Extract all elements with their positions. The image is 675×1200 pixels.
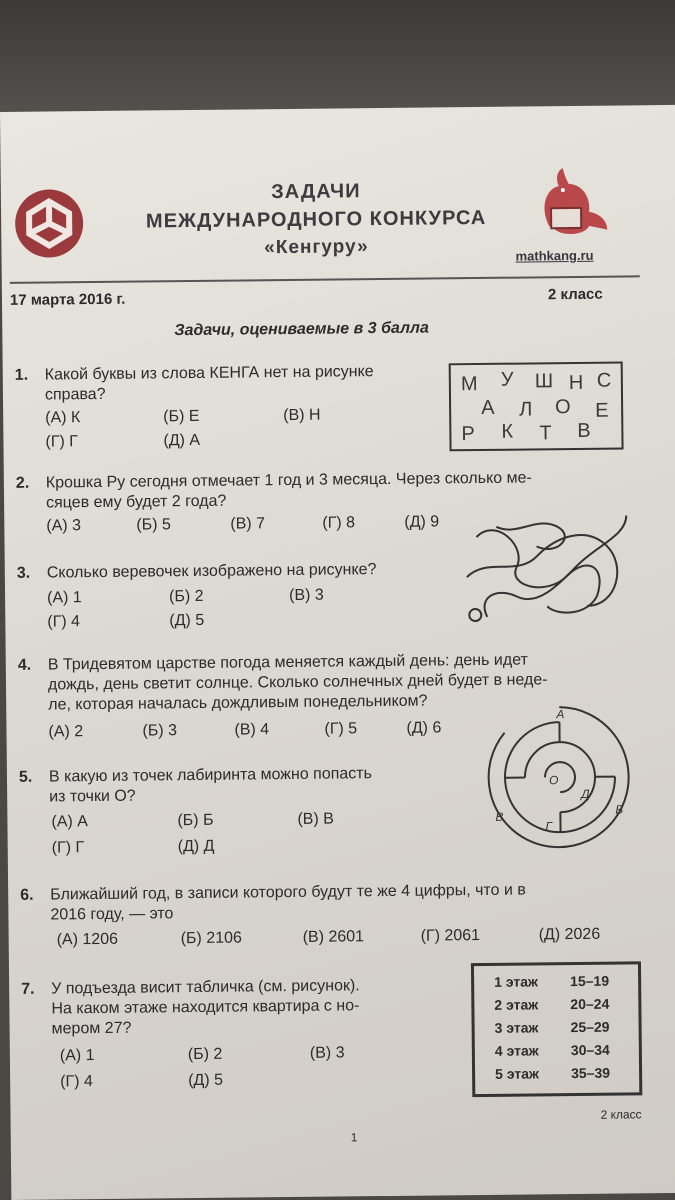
question-6	[20, 881, 526, 924]
header-title-line3: «Кенгуру»	[264, 236, 369, 259]
answer-option[interactable]: (Д) 5	[169, 611, 205, 630]
question-2	[15, 467, 656, 512]
question-5	[18, 765, 373, 806]
answer-option[interactable]: (А) 1	[47, 589, 82, 607]
page-number: 1	[350, 1130, 358, 1145]
ropes-figure	[456, 505, 637, 637]
maze-label: Г	[545, 819, 553, 834]
question-text-line: дождь, день светит солнце. Сколько солнечных дней будет в неде-	[47, 671, 548, 694]
floor-label: 5 этаж	[495, 1065, 539, 1082]
header-title-line1: ЗАДАЧИ	[271, 180, 361, 204]
site-link[interactable]: mathkang.ru	[515, 247, 594, 264]
grid-letter: К	[501, 420, 514, 443]
labyrinth-figure	[484, 701, 636, 853]
grade-label: 2 класс	[547, 285, 603, 304]
answer-option[interactable]: (Б) 2106	[180, 929, 242, 948]
background-wall	[0, 0, 675, 120]
floor-range: 15–19	[570, 972, 610, 990]
answer-option[interactable]: (В) 4	[234, 721, 270, 739]
question-text-line: из точки O?	[49, 787, 136, 806]
question-number: 1.	[14, 366, 29, 384]
maze-label: В	[495, 809, 504, 824]
answer-option[interactable]: (Г) Г	[45, 433, 78, 451]
question-text-line: ле, которая началась дождливым понедельником?	[48, 692, 428, 714]
grid-letter: В	[577, 419, 591, 442]
maze-label: А	[556, 707, 565, 722]
floor-range: 25–29	[570, 1018, 610, 1036]
contest-sheet	[0, 105, 675, 1200]
grid-letter: Е	[595, 399, 609, 422]
grid-letter: Н	[568, 371, 584, 395]
grid-letter: С	[596, 369, 612, 392]
question-text-line: мером 27?	[51, 1019, 132, 1038]
maze-label: Д	[581, 786, 590, 801]
footer-grade: 2 класс	[600, 1107, 642, 1122]
grid-letter: Р	[461, 423, 475, 446]
question-text-line: Сколько веревочек изображено на рисунке?	[46, 561, 377, 582]
answer-option[interactable]: (А) 3	[46, 517, 82, 535]
answer-option[interactable]: (Д) 5	[188, 1071, 224, 1090]
answer-option[interactable]: (Г) 4	[47, 613, 81, 631]
answer-option[interactable]: (Г) 5	[324, 720, 358, 738]
question-text-line: сяцев ему будет 2 года?	[46, 492, 227, 512]
grid-letter: У	[500, 368, 514, 391]
question-number: 4.	[17, 656, 32, 674]
letter-grid-figure	[449, 361, 624, 451]
kangaroo-contest-logo-icon	[13, 187, 86, 260]
floor-range: 35–39	[571, 1064, 611, 1082]
question-number: 5.	[18, 768, 33, 786]
header-rule	[10, 275, 640, 284]
floor-label: 1 этаж	[494, 973, 539, 990]
question-1	[14, 363, 374, 404]
answer-option[interactable]: (Г) 4	[60, 1073, 93, 1091]
answer-option[interactable]: (Б) Б	[177, 811, 214, 830]
question-number: 6.	[20, 886, 34, 904]
kangaroo-mascot-icon	[529, 166, 610, 242]
question-text-line: Ближайший год, в записи которого будут те же 4 цифры, что и в	[50, 881, 526, 904]
grid-letter: А	[481, 396, 495, 419]
answer-option[interactable]: (Д) Д	[177, 837, 215, 856]
answer-option[interactable]: (Д) А	[163, 431, 201, 450]
answer-option[interactable]: (Б) 5	[136, 516, 171, 534]
answer-option[interactable]: (Д) 9	[404, 513, 440, 531]
answer-option[interactable]: (Б) 2	[187, 1045, 223, 1064]
answer-option[interactable]: (А) 2	[48, 723, 84, 741]
answer-option[interactable]: (Д) 2026	[538, 925, 601, 944]
contest-date: 17 марта 2016 г.	[9, 290, 126, 309]
answer-option[interactable]: (В) 3	[288, 586, 324, 604]
grid-letter: М	[460, 373, 478, 396]
maze-label: O	[548, 773, 559, 788]
question-number: 7.	[21, 980, 35, 998]
answer-option[interactable]: (Г) Г	[51, 839, 85, 857]
floor-range: 30–34	[570, 1041, 610, 1059]
question-text-line: Крошка Ру сегодня отмечает 1 год и 3 месяца. Через сколько ме-	[45, 469, 532, 492]
question-text-line: В Тридевятом царстве погода меняется каждый день: день идет	[47, 651, 528, 674]
answer-option[interactable]: (А) А	[51, 813, 88, 831]
grid-letter: Ш	[534, 370, 554, 393]
question-text-line: У подъезда висит табличка (см. рисунок).	[51, 977, 360, 998]
answer-option[interactable]: (В) В	[297, 810, 334, 828]
question-7	[21, 977, 360, 1038]
question-number: 3.	[16, 564, 31, 582]
floor-label: 4 этаж	[494, 1042, 539, 1059]
question-text-line: На каком этаже находится квартира с но-	[51, 997, 360, 1018]
section-title: Задачи, оцениваемые в 3 балла	[174, 319, 429, 340]
answer-option[interactable]: (А) 1	[59, 1047, 95, 1065]
floor-label: 3 этаж	[494, 1019, 539, 1036]
answer-option[interactable]: (Б) 2	[168, 587, 204, 606]
answer-option[interactable]: (Г) 8	[322, 514, 356, 532]
grid-letter: Л	[519, 398, 533, 421]
answer-option[interactable]: (В) 7	[230, 515, 266, 533]
answer-option[interactable]: (Б) Е	[163, 407, 200, 426]
floor-label: 2 этаж	[494, 996, 539, 1013]
answer-option[interactable]: (Д) 6	[406, 719, 442, 737]
answer-option[interactable]: (В) 3	[309, 1044, 345, 1062]
question-4	[17, 651, 548, 714]
question-text-line: Какой буквы из слова КЕНГА нет на рисунке	[44, 363, 374, 384]
question-text-line: В какую из точек лабиринта можно попасть	[48, 765, 373, 786]
question-number: 2.	[15, 474, 30, 492]
header-title-line2: МЕЖДУНАРОДНОГО КОНКУРСА	[145, 206, 487, 233]
floor-sign-figure	[471, 961, 642, 1097]
grid-letter: О	[555, 396, 571, 419]
answer-option[interactable]: (А) 1206	[56, 930, 119, 949]
answer-option[interactable]: (А) К	[45, 409, 81, 427]
floor-range: 20–24	[570, 995, 610, 1013]
answer-option[interactable]: (Г) 2061	[420, 927, 481, 945]
question-text-line: 2016 году, — это	[50, 905, 174, 924]
answer-option[interactable]: (В) 2601	[302, 928, 365, 946]
answer-option[interactable]: (Б) 3	[142, 722, 178, 740]
answer-option[interactable]: (В) Н	[283, 406, 321, 425]
grid-letter: Т	[539, 422, 552, 445]
maze-label: Б	[615, 802, 624, 817]
question-3	[16, 561, 377, 584]
question-text-line: справа?	[44, 385, 106, 404]
